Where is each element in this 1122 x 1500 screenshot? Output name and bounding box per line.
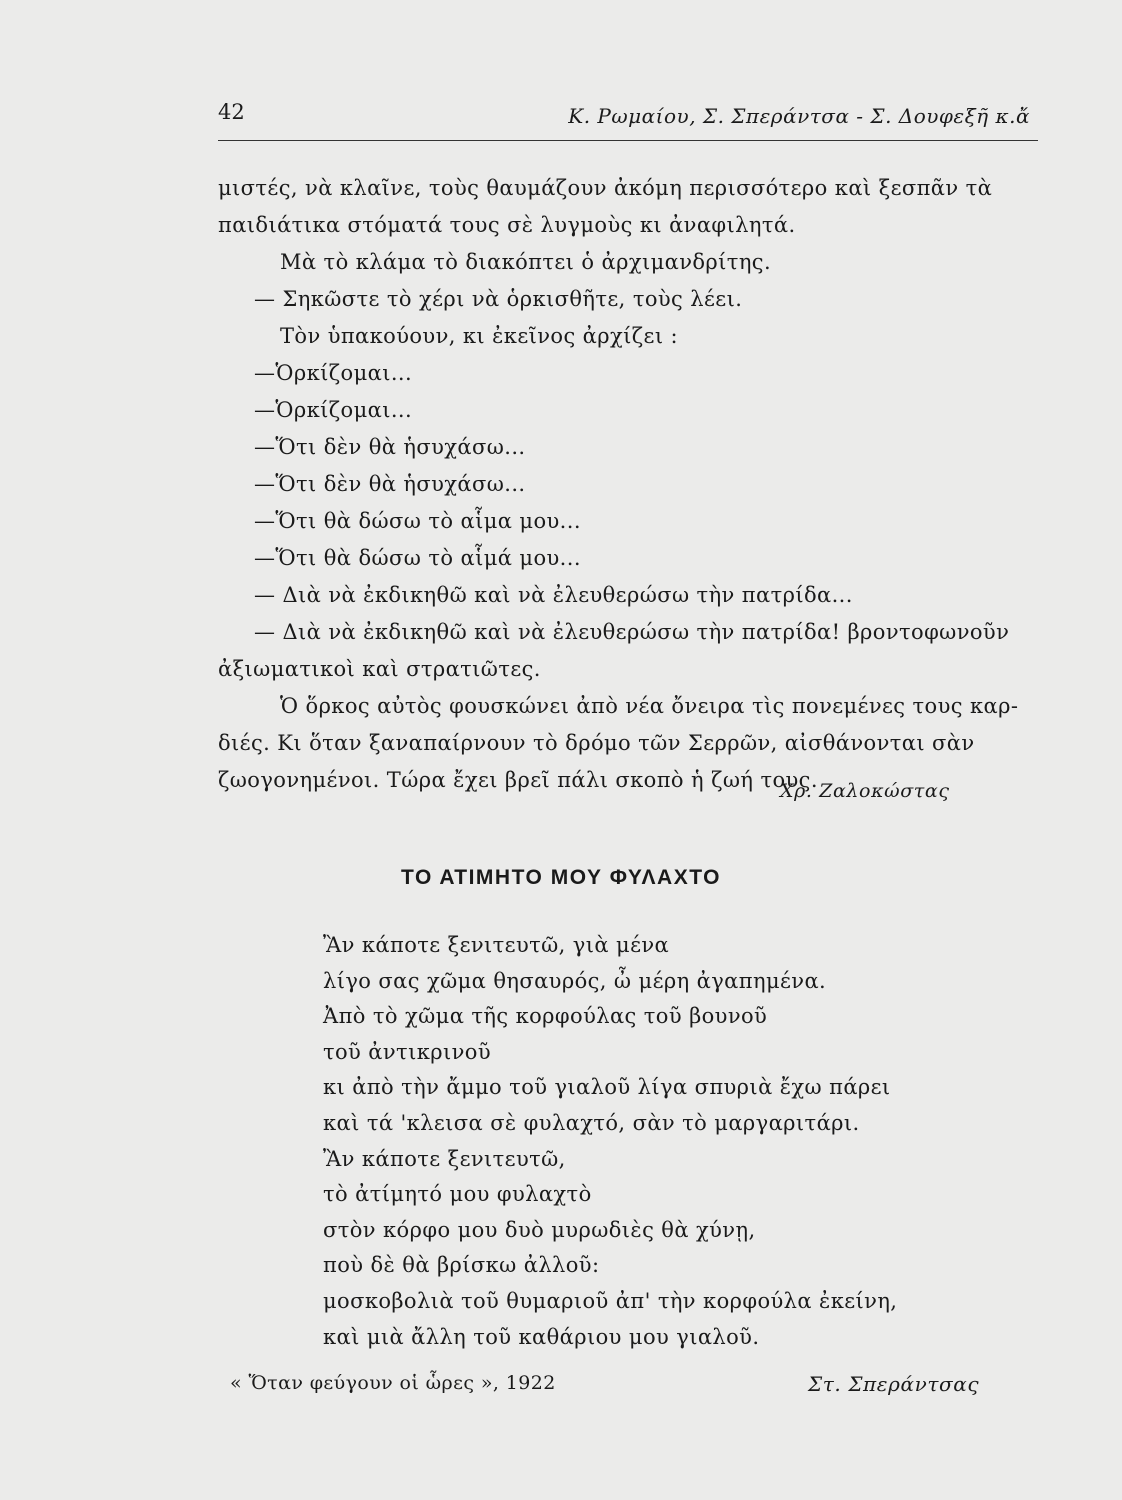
poem-source: « Ὅταν φεύγουν οἱ ὧρες », 1922 — [230, 1372, 556, 1394]
poem-line: κι ἀπὸ τὴν ἄμμο τοῦ γιαλοῦ λίγα σπυριὰ ἔχω πάρει — [323, 1075, 891, 1100]
poem-line: ποὺ δὲ θὰ βρίσκω ἀλλοῦ: — [323, 1253, 600, 1278]
page-number: 42 — [218, 100, 245, 124]
prose-line: —Ὅτι θὰ δώσω τὸ αἷμά μου... — [254, 546, 581, 570]
prose-line: μιστές, νὰ κλαῖνε, τοὺς θαυμάζουν ἀκόμη περισσότερο καὶ ξεσπᾶν τὰ — [218, 176, 993, 200]
poem-line: τὸ ἀτίμητό μου φυλαχτὸ — [323, 1182, 592, 1207]
prose-line: ἀξιωματικοὶ καὶ στρατιῶτες. — [218, 657, 541, 681]
prose-line: Ὁ ὅρκος αὐτὸς φουσκώνει ἀπὸ νέα ὄνειρα τὶς πονεμένες τους καρ- — [280, 694, 1019, 718]
poem-body — [323, 928, 897, 1355]
prose-text — [218, 170, 1038, 799]
prose-line: παιδιάτικα στόματά τους σὲ λυγμοὺς κι ἀναφιλητά. — [218, 213, 796, 237]
prose-line: — Σηκῶστε τὸ χέρι νὰ ὁρκισθῆτε, τοὺς λέει. — [254, 287, 743, 311]
poem-line: Ἂν κάποτε ξενιτευτῶ, — [323, 1146, 566, 1171]
poem-line: τοῦ ἀντικρινοῦ — [323, 1039, 491, 1064]
running-head-title: Κ. Ρωμαίου, Σ. Σπεράντσα - Σ. Δουφεξῆ κ.ἄ — [568, 104, 1030, 128]
prose-line: — Διὰ νὰ ἐκδικηθῶ καὶ νὰ ἐλευθερώσω τὴν πατρίδα! βροντοφωνοῦν — [254, 620, 1010, 644]
running-head — [218, 100, 1038, 141]
prose-line: —Ὅτι δὲν θὰ ἡσυχάσω... — [254, 472, 526, 496]
prose-author-signature: Χρ. Ζαλοκώστας — [780, 780, 950, 802]
prose-line: —Ὁρκίζομαι... — [254, 361, 413, 385]
poem-line: καὶ τά 'κλεισα σὲ φυλαχτό, σὰν τὸ μαργαριτάρι. — [323, 1110, 860, 1135]
prose-line: —Ὁρκίζομαι... — [254, 398, 413, 422]
poem-line: Ἂν κάποτε ξενιτευτῶ, γιὰ μένα — [323, 933, 670, 957]
prose-line: — Διὰ νὰ ἐκδικηθῶ καὶ νὰ ἐλευθερώσω τὴν πατρίδα... — [254, 583, 853, 607]
prose-line: ζωογονημένοι. Τώρα ἔχει βρεῖ πάλι σκοπὸ ἡ ζωή τους. — [218, 768, 818, 792]
prose-line: —Ὅτι δὲν θὰ ἡσυχάσω... — [254, 435, 526, 459]
poem-line: μοσκοβολιὰ τοῦ θυμαριοῦ ἀπ' τὴν κορφούλα ἐκείνη, — [323, 1288, 898, 1313]
poem-title: ΤΟ ΑΤΙΜΗΤΟ ΜΟΥ ΦΥΛΑΧΤΟ — [401, 866, 721, 889]
poem-line: λίγο σας χῶμα θησαυρός, ὦ μέρη ἀγαπημένα. — [323, 968, 827, 993]
poem-line: στὸν κόρφο μου δυὸ μυρωδιὲς θὰ χύνῃ, — [323, 1217, 756, 1242]
poem-line: Ἀπὸ τὸ χῶμα τῆς κορφούλας τοῦ βουνοῦ — [323, 1004, 768, 1029]
prose-line: Μὰ τὸ κλάμα τὸ διακόπτει ὁ ἀρχιμανδρίτης. — [280, 250, 772, 274]
prose-line: διές. Κι ὅταν ξαναπαίρνουν τὸ δρόμο τῶν Σερρῶν, αἰσθάνονται σὰν — [218, 731, 975, 755]
prose-line: —Ὅτι θὰ δώσω τὸ αἷμα μου... — [254, 509, 581, 533]
poem-author-signature: Στ. Σπεράντσας — [808, 1372, 980, 1396]
poem-line: καὶ μιὰ ἄλλη τοῦ καθάριου μου γιαλοῦ. — [323, 1324, 760, 1349]
prose-line: Τὸν ὑπακούουν, κι ἐκεῖνος ἀρχίζει : — [280, 324, 679, 348]
